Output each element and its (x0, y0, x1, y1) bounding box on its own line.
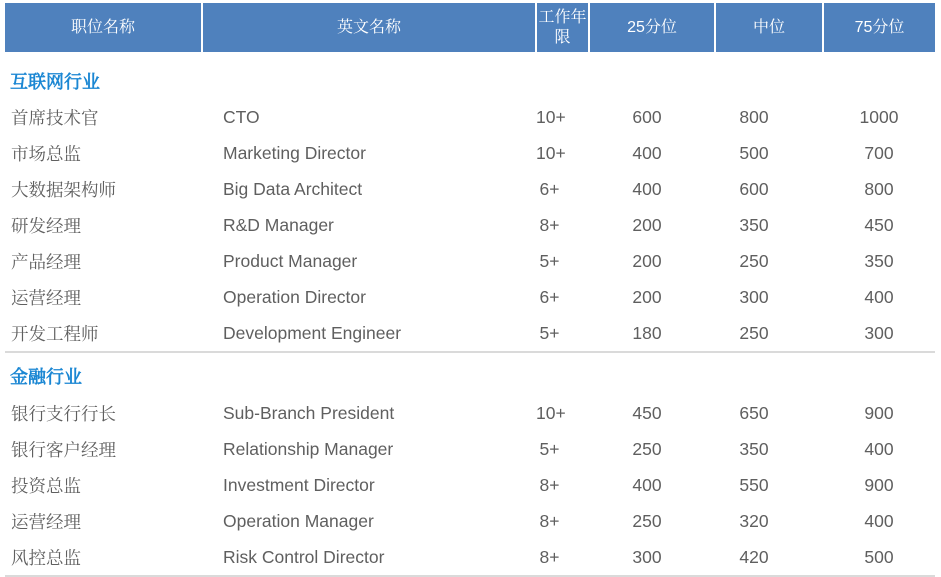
cell-median: 350 (739, 214, 769, 235)
cell-en: R&D Manager (223, 214, 334, 235)
table-row (5, 99, 935, 135)
cell-p25: 300 (632, 546, 662, 567)
column-header-years: 工作年限 (536, 3, 589, 52)
cell-p25: 180 (632, 322, 662, 343)
cell-en: Marketing Director (223, 142, 366, 163)
section-title: 金融行业 (10, 367, 82, 387)
cell-p75: 500 (864, 546, 894, 567)
cell-cn: 银行支行行长 (11, 403, 116, 424)
cell-median: 320 (739, 510, 769, 531)
table-row (5, 539, 935, 576)
cell-cn: 开发工程师 (11, 323, 99, 344)
cell-p75: 900 (864, 474, 894, 495)
cell-p75: 450 (864, 214, 894, 235)
cell-p25: 450 (632, 402, 662, 423)
cell-cn: 银行客户经理 (11, 439, 116, 460)
table-row (5, 171, 935, 207)
column-header-en: 英文名称 (202, 3, 536, 52)
cell-p75: 800 (864, 178, 894, 199)
salary-table (5, 3, 935, 577)
cell-years: 5+ (539, 250, 560, 271)
cell-p25: 400 (632, 474, 662, 495)
cell-p75: 900 (864, 402, 894, 423)
table-row (5, 503, 935, 539)
cell-years: 8+ (539, 546, 560, 567)
cell-median: 550 (739, 474, 769, 495)
cell-p25: 200 (632, 250, 662, 271)
column-header-p75: 75分位 (823, 3, 935, 52)
cell-cn: 运营经理 (11, 287, 81, 308)
section-title: 互联网行业 (10, 72, 100, 92)
cell-p25: 400 (632, 142, 662, 163)
cell-cn: 市场总监 (11, 143, 81, 164)
cell-en: Relationship Manager (223, 438, 394, 459)
cell-p75: 1000 (859, 106, 899, 127)
cell-median: 500 (739, 142, 769, 163)
cell-p75: 350 (864, 250, 894, 271)
cell-cn: 运营经理 (11, 511, 81, 532)
cell-p25: 250 (632, 510, 662, 531)
cell-cn: 风控总监 (11, 547, 81, 568)
table-row (5, 135, 935, 171)
cell-median: 800 (739, 106, 769, 127)
cell-cn: 大数据架构师 (11, 179, 116, 200)
section-heading-row (5, 353, 935, 395)
cell-en: CTO (223, 106, 260, 127)
cell-p75: 400 (864, 286, 894, 307)
cell-p75: 400 (864, 510, 894, 531)
cell-p75: 400 (864, 438, 894, 459)
cell-en: Investment Director (223, 474, 375, 495)
cell-years: 10+ (536, 142, 566, 163)
cell-p25: 200 (632, 286, 662, 307)
cell-median: 420 (739, 546, 769, 567)
column-header-cn: 职位名称 (5, 3, 202, 52)
table-row (5, 395, 935, 431)
cell-en: Sub-Branch President (223, 402, 395, 423)
table-header-row (5, 3, 935, 52)
cell-p25: 200 (632, 214, 662, 235)
cell-median: 650 (739, 402, 769, 423)
cell-median: 350 (739, 438, 769, 459)
cell-en: Operation Manager (223, 510, 374, 531)
cell-p25: 250 (632, 438, 662, 459)
table-row (5, 207, 935, 243)
section-heading-row (5, 52, 935, 99)
cell-years: 6+ (539, 286, 560, 307)
cell-cn: 研发经理 (11, 215, 81, 236)
cell-years: 6+ (539, 178, 560, 199)
cell-p25: 600 (632, 106, 662, 127)
cell-cn: 首席技术官 (11, 107, 99, 128)
cell-median: 600 (739, 178, 769, 199)
cell-median: 250 (739, 322, 769, 343)
column-header-p25: 25分位 (589, 3, 715, 52)
cell-en: Operation Director (223, 286, 366, 307)
table-row (5, 243, 935, 279)
cell-p75: 300 (864, 322, 894, 343)
cell-en: Risk Control Director (223, 546, 385, 567)
column-header-median: 中位 (715, 3, 823, 52)
cell-years: 8+ (539, 510, 560, 531)
cell-p75: 700 (864, 142, 894, 163)
table-row (5, 467, 935, 503)
cell-cn: 产品经理 (11, 251, 81, 272)
cell-p25: 400 (632, 178, 662, 199)
table-row (5, 279, 935, 315)
cell-years: 10+ (536, 106, 566, 127)
cell-en: Big Data Architect (223, 178, 363, 199)
cell-median: 300 (739, 286, 769, 307)
cell-years: 8+ (539, 214, 560, 235)
cell-en: Development Engineer (223, 322, 402, 343)
cell-en: Product Manager (223, 250, 358, 271)
cell-years: 10+ (536, 402, 566, 423)
cell-years: 5+ (539, 438, 560, 459)
cell-cn: 投资总监 (11, 475, 81, 496)
table-row (5, 431, 935, 467)
cell-median: 250 (739, 250, 769, 271)
cell-years: 8+ (539, 474, 560, 495)
table-row (5, 315, 935, 352)
cell-years: 5+ (539, 322, 560, 343)
